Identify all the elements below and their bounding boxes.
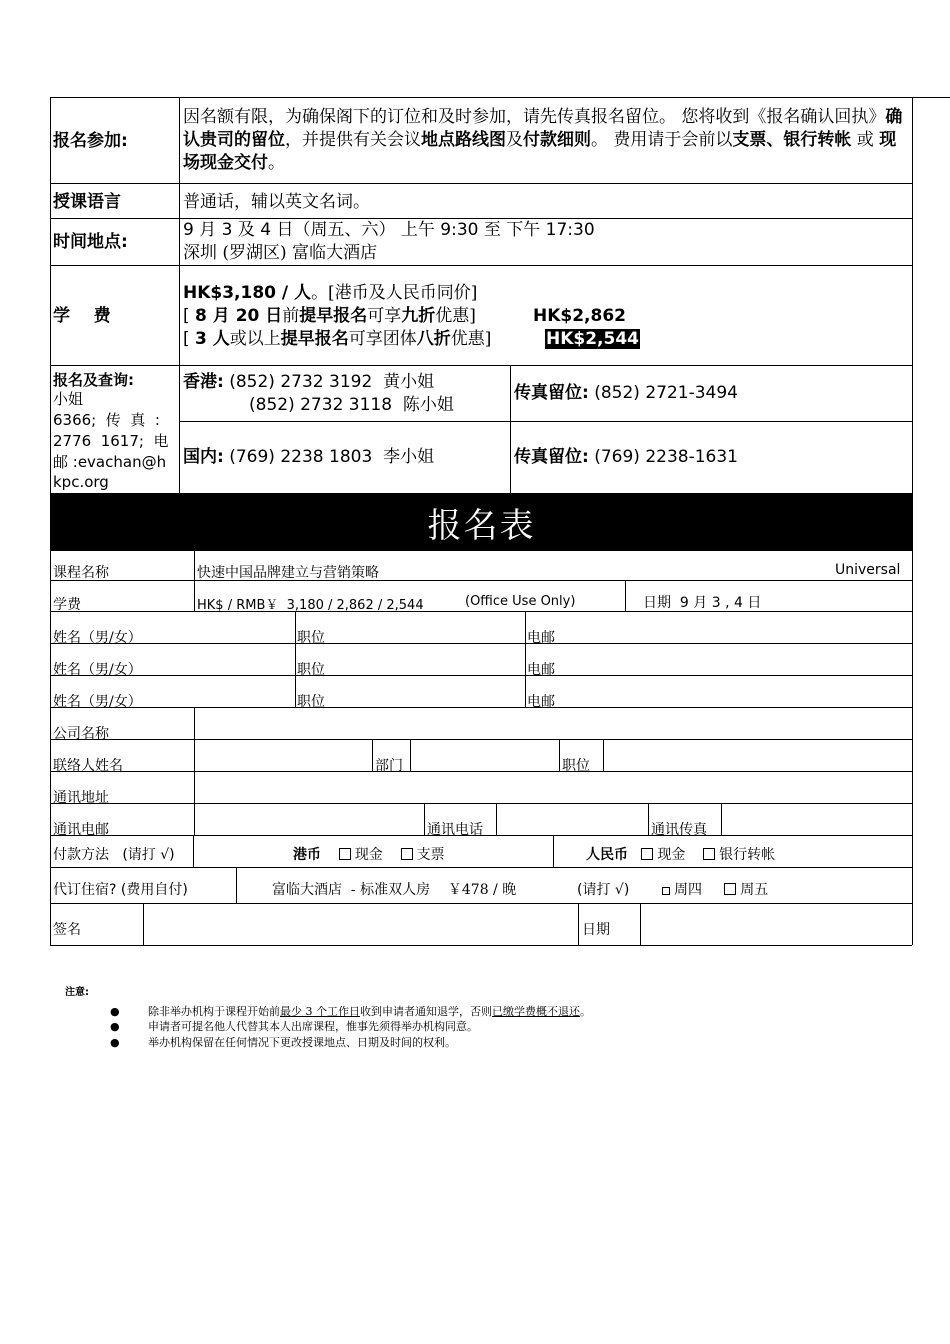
contact-hk-fax: 传真留位: (852) 2721-3494 — [514, 383, 738, 403]
form-title-bar — [50, 493, 913, 551]
contact-overflow-2: 6366; 传 真 : — [53, 411, 160, 429]
fee-row-value: HK$ / RMB￥ 3,180 / 2,862 / 2,544 — [197, 598, 424, 613]
attendee-2-email-label: 电邮 — [527, 662, 555, 678]
attendee-1-position-label: 职位 — [297, 630, 325, 646]
pay-rmb-bank-label: 银行转帐 — [719, 847, 776, 863]
hotel-fri-checkbox[interactable] — [724, 883, 736, 895]
language-label: 授课语言 — [53, 192, 121, 212]
attendee-3-name-label: 姓名（男/女） — [53, 694, 142, 710]
dept-label: 部门 — [375, 758, 403, 774]
note-bullet-3: ● — [110, 1036, 120, 1049]
pay-hk-cheque-label: 支票 — [416, 847, 445, 863]
hotel-fri-label: 周五 — [740, 882, 769, 898]
contact-position-label: 职位 — [562, 758, 590, 774]
hotel-days — [662, 879, 768, 899]
course-label: 课程名称 — [53, 565, 109, 581]
hotel-tick-hint: (请打 √) — [577, 882, 630, 898]
contact-person-label: 联络人姓名 — [53, 758, 123, 774]
course-value: 快速中国品牌建立与营销策略 — [197, 565, 379, 581]
contact-cn-fax: 传真留位: (769) 2238-1631 — [514, 447, 738, 467]
address-label: 通讯地址 — [53, 790, 109, 806]
signature-date-label: 日期 — [582, 922, 610, 938]
contact-overflow-4: 邮 :evachan@h — [53, 453, 167, 471]
fee-line1: HK$3,180 / 人。[港币及人民币同价] — [183, 283, 478, 303]
contact-label: 报名及查询: — [53, 371, 134, 389]
attendee-2-position-label: 职位 — [297, 662, 325, 678]
fee-label: 学 费 — [53, 306, 111, 326]
contact-hk-line1: 香港: (852) 2732 3192 黄小姐 — [183, 372, 435, 392]
note-bullet-2: ● — [110, 1020, 120, 1033]
fee-line3: [ 3 人或以上提早报名可享团体八折优惠] — [183, 329, 492, 349]
attendee-1-name-label: 姓名（男/女） — [53, 630, 142, 646]
signature-label: 签名 — [53, 922, 81, 938]
payment-hk: 港币 现金 支票 — [293, 847, 445, 863]
notes-title: 注意: — [65, 987, 89, 998]
attendee-1-email-label: 电邮 — [527, 630, 555, 646]
form-title: 报名表 — [427, 505, 536, 546]
payment-label: 付款方法 (请打 √) — [53, 847, 175, 863]
fee-row-office: (Office Use Only) — [465, 594, 576, 609]
hotel-label: 代订住宿? (费用自付) — [53, 882, 188, 898]
contact-overflow-3: 2776 1617; 电 — [53, 432, 169, 450]
note-3: 举办机构保留在任何情况下更改授课地点、日期及时间的权利。 — [148, 1036, 456, 1049]
hotel-thu-checkbox[interactable] — [662, 887, 670, 895]
note-bullet-1: ● — [110, 1005, 120, 1018]
pay-rmb-cash-checkbox[interactable] — [641, 848, 653, 860]
register-label: 报名参加: — [53, 131, 128, 151]
fee-price-group: HK$2,544 — [546, 329, 640, 349]
attendee-2-name-label: 姓名（男/女） — [53, 662, 142, 678]
phone-label: 通讯电话 — [427, 822, 483, 838]
course-brand: Universal — [835, 562, 901, 578]
mail-label: 通讯电邮 — [53, 822, 109, 838]
pay-rmb-cash-label: 现金 — [657, 847, 686, 863]
fax-label: 通讯传真 — [651, 822, 707, 838]
fee-price-early: HK$2,862 — [533, 306, 627, 326]
company-label: 公司名称 — [53, 726, 109, 742]
fee-row-date: 日期 9 月 3 , 4 日 — [643, 595, 762, 611]
register-text: 因名额有限，为确保阁下的订位和及时参加，请先传真报名留位。 您将收到《报名确认回执》确认贵司的留位，并提供有关会议地点路线图及付款细则。 费用请于会前以支票、银行转帐 或 现场现金交付。 — [183, 107, 903, 173]
hotel-value: 富临大酒店 - 标准双人房 ￥478 / 晚 — [272, 882, 517, 898]
pay-hk-cash-label: 现金 — [354, 847, 383, 863]
attendee-3-position-label: 职位 — [297, 694, 325, 710]
note-2: 申请者可提名他人代替其本人出席课程，惟事先须得举办机构同意。 — [148, 1020, 478, 1033]
fee-row-label: 学费 — [53, 597, 81, 613]
pay-hk-cheque-checkbox[interactable] — [401, 848, 413, 860]
contact-overflow-1: 小姐 — [53, 390, 84, 408]
contact-cn-line: 国内: (769) 2238 1803 李小姐 — [183, 447, 435, 467]
pay-hk-cash-checkbox[interactable] — [339, 848, 351, 860]
contact-hk-line2: (852) 2732 3118 陈小姐 — [249, 395, 454, 415]
language-value: 普通话，辅以英文名词。 — [183, 192, 370, 212]
note-1: 除非举办机构于课程开始前最少 3 个工作日收到申请者通知退学，否则已缴学费概不退还。 — [148, 1005, 591, 1018]
time-line1: 9 月 3 及 4 日（周五、六） 上午 9:30 至 下午 17:30 — [183, 220, 595, 240]
hotel-thu-label: 周四 — [674, 882, 702, 898]
time-label: 时间地点: — [53, 232, 128, 252]
attendee-3-email-label: 电邮 — [527, 694, 555, 710]
fee-line2: [ 8 月 20 日前提早报名可享九折优惠] — [183, 306, 476, 326]
pay-rmb-bank-checkbox[interactable] — [703, 848, 715, 860]
time-line2: 深圳 (罗湖区) 富临大酒店 — [183, 243, 378, 263]
contact-overflow-5: kpc.org — [53, 473, 109, 491]
payment-rmb: 人民币 现金 银行转帐 — [586, 847, 776, 863]
